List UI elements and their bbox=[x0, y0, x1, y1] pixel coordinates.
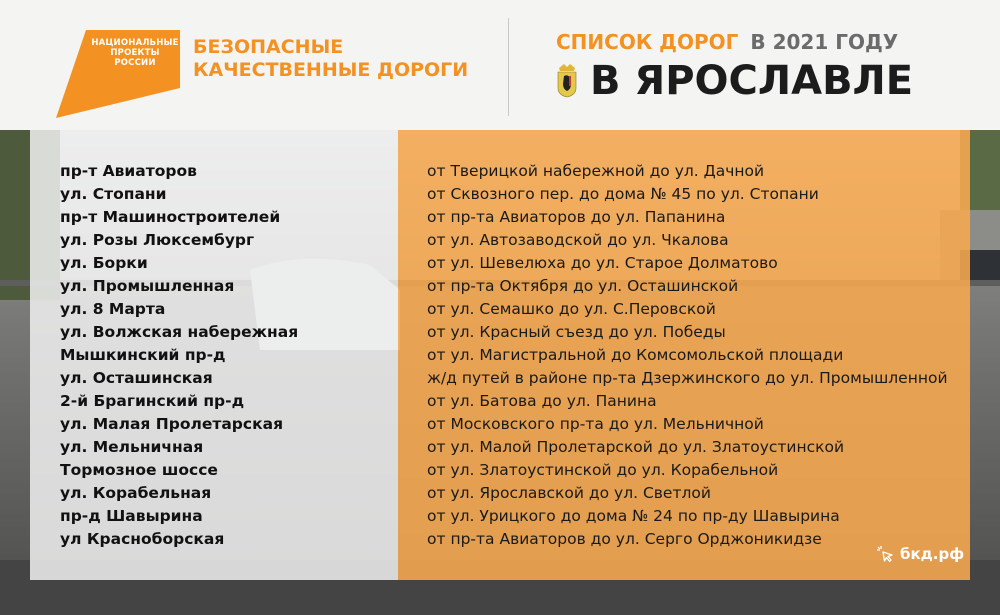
road-street-name: ул. Осташинская bbox=[60, 369, 213, 387]
brand-name bbox=[193, 36, 468, 82]
road-street-name: пр-т Машиностроителей bbox=[60, 208, 281, 226]
road-row bbox=[0, 183, 1000, 206]
road-street-name: ул. Малая Пролетарская bbox=[60, 415, 284, 433]
city-title: В ЯРОСЛАВЛЕ bbox=[590, 58, 914, 104]
road-segment: от Сквозного пер. до дома № 45 по ул. Стопани bbox=[427, 185, 819, 203]
road-segment: от ул. Семашко до ул. С.Перовской bbox=[427, 300, 716, 318]
road-row bbox=[0, 344, 1000, 367]
road-row bbox=[0, 206, 1000, 229]
cursor-click-icon bbox=[876, 545, 894, 563]
road-segment: ж/д путей в районе пр-та Дзержинского до ул. Промышленной bbox=[427, 369, 948, 387]
road-segment: от ул. Батова до ул. Панина bbox=[427, 392, 657, 410]
road-street-name: 2-й Брагинский пр-д bbox=[60, 392, 245, 410]
logo-text-line-2: ПРОЕКТЫ bbox=[110, 48, 160, 58]
bkd-website-link[interactable] bbox=[876, 545, 964, 563]
road-street-name: ул. 8 Марта bbox=[60, 300, 166, 318]
road-row bbox=[0, 321, 1000, 344]
road-segment: от пр-та Авиаторов до ул. Папанина bbox=[427, 208, 726, 226]
road-street-name: ул. Розы Люксембург bbox=[60, 231, 255, 249]
road-street-name: Тормозное шоссе bbox=[60, 461, 218, 479]
road-list bbox=[0, 160, 1000, 551]
road-row bbox=[0, 367, 1000, 390]
road-segment: от ул. Магистральной до Комсомольской площади bbox=[427, 346, 844, 364]
road-segment: от ул. Малой Пролетарской до ул. Златоустинской bbox=[427, 438, 845, 456]
road-street-name: ул. Мельничная bbox=[60, 438, 204, 456]
header-divider bbox=[508, 18, 509, 116]
list-title bbox=[556, 30, 898, 54]
road-street-name: ул. Стопани bbox=[60, 185, 167, 203]
road-street-name: пр-т Авиаторов bbox=[60, 162, 197, 180]
header bbox=[0, 0, 1000, 130]
road-street-name: ул. Волжская набережная bbox=[60, 323, 299, 341]
road-segment: от пр-та Авиаторов до ул. Серго Орджоникидзе bbox=[427, 530, 822, 548]
logo-text-line-1: НАЦИОНАЛЬНЫЕ bbox=[91, 38, 179, 48]
road-segment: от ул. Ярославской до ул. Светлой bbox=[427, 484, 711, 502]
bkd-website-link-text: бкд.рф bbox=[900, 545, 965, 563]
road-row bbox=[0, 459, 1000, 482]
road-row bbox=[0, 252, 1000, 275]
road-row bbox=[0, 505, 1000, 528]
road-street-name: ул. Корабельная bbox=[60, 484, 212, 502]
road-segment: от ул. Красный съезд до ул. Победы bbox=[427, 323, 726, 341]
road-row bbox=[0, 390, 1000, 413]
road-segment: от ул. Автозаводской до ул. Чкалова bbox=[427, 231, 729, 249]
road-row bbox=[0, 229, 1000, 252]
road-street-name: ул Красноборская bbox=[60, 530, 225, 548]
road-segment: от ул. Златоустинской до ул. Корабельной bbox=[427, 461, 779, 479]
list-title-year: В 2021 ГОДУ bbox=[750, 30, 899, 54]
list-title-main: СПИСОК ДОРОГ bbox=[556, 30, 739, 54]
road-segment: от Тверицкой набережной до ул. Дачной bbox=[427, 162, 765, 180]
road-row bbox=[0, 436, 1000, 459]
logo-text bbox=[90, 38, 180, 68]
road-segment: от Московского пр-та до ул. Мельничной bbox=[427, 415, 764, 433]
road-segment: от пр-та Октября до ул. Осташинской bbox=[427, 277, 739, 295]
logo-text-line-3: РОССИИ bbox=[114, 58, 156, 68]
road-row bbox=[0, 528, 1000, 551]
road-row bbox=[0, 413, 1000, 436]
road-street-name: Мышкинский пр-д bbox=[60, 346, 226, 364]
road-segment: от ул. Шевелюха до ул. Старое Долматово bbox=[427, 254, 778, 272]
brand-line-1: БЕЗОПАСНЫЕ bbox=[193, 36, 344, 58]
road-row bbox=[0, 160, 1000, 183]
road-street-name: пр-д Шавырина bbox=[60, 507, 203, 525]
road-street-name: ул. Борки bbox=[60, 254, 148, 272]
road-row bbox=[0, 298, 1000, 321]
road-street-name: ул. Промышленная bbox=[60, 277, 235, 295]
road-row bbox=[0, 275, 1000, 298]
road-row bbox=[0, 482, 1000, 505]
brand-line-2: КАЧЕСТВЕННЫЕ ДОРОГИ bbox=[193, 59, 469, 81]
road-segment: от ул. Урицкого до дома № 24 по пр-ду Шавырина bbox=[427, 507, 840, 525]
yaroslavl-coat-of-arms-icon bbox=[556, 62, 578, 98]
